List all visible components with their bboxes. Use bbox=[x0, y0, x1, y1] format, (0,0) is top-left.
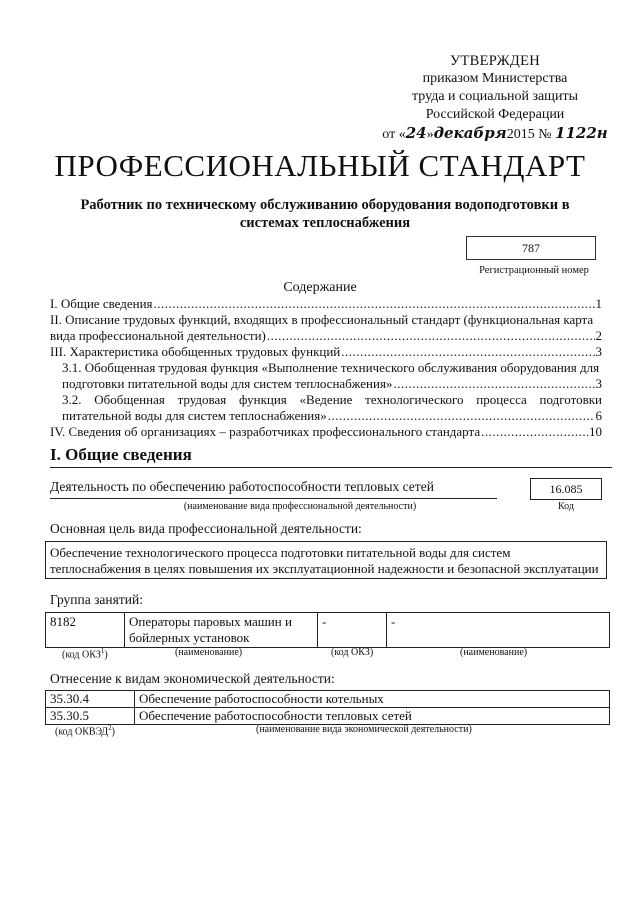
toc-item[interactable] bbox=[50, 344, 602, 360]
toc-item-text-cont: подготовки питательной воды для систем теплоснабжения» bbox=[62, 376, 393, 391]
toc-item[interactable] bbox=[50, 392, 602, 424]
toc-item-text: 3.1. Обобщенная трудовая функция «Выполнение технического обслуживания оборудования для bbox=[62, 360, 600, 375]
okz-code-caption-2: (код ОКЗ) bbox=[331, 647, 374, 658]
okz-code-cell: 8182 bbox=[46, 613, 125, 648]
okved-name-cell: Обеспечение работоспособности тепловых сетей bbox=[135, 708, 610, 725]
registration-number-box: 787 bbox=[466, 236, 596, 260]
table-row bbox=[46, 691, 610, 708]
goal-label: Основная цель вида профессиональной деятельности: bbox=[50, 521, 362, 536]
okz-name-caption: (наименование) bbox=[175, 647, 243, 658]
activity-underline bbox=[50, 498, 497, 499]
toc-item-text: III. Характеристика обобщенных трудовых функций bbox=[50, 344, 341, 359]
economic-activity-table bbox=[45, 690, 610, 725]
activity-name: Деятельность по обеспечению работоспособности тепловых сетей bbox=[50, 479, 434, 494]
table-row bbox=[46, 708, 610, 725]
toc-item-page: 3 bbox=[595, 376, 602, 391]
toc-item-page: 2 bbox=[595, 328, 602, 343]
approval-block bbox=[380, 52, 610, 144]
toc-item-text: 3.2. Обобщенная трудовая функция «Ведение технологического процесса подготовки bbox=[62, 392, 602, 407]
approval-title: УТВЕРЖДЕН bbox=[449, 53, 541, 69]
approval-line-labor: труда и социальной защиты bbox=[412, 89, 578, 104]
economic-activity-label: Отнесение к видам экономической деятельности: bbox=[50, 671, 335, 686]
order-number: 1122н bbox=[555, 124, 608, 142]
registration-label: Регистрационный номер bbox=[479, 265, 589, 276]
approval-line-federation: Российской Федерации bbox=[425, 107, 565, 122]
okz-code-cell-2: - bbox=[318, 613, 387, 648]
section-divider bbox=[50, 467, 612, 468]
activity-code-caption: Код bbox=[558, 501, 574, 512]
toc-item-page: 1 bbox=[595, 296, 602, 311]
okz-code-caption: (код ОКЗ$^1$) bbox=[62, 647, 108, 661]
toc-item-page: 6 bbox=[595, 408, 602, 423]
toc-item-text-cont: вида профессиональной деятельности) bbox=[50, 328, 266, 343]
okz-name-caption-2: (наименование) bbox=[460, 647, 528, 658]
activity-caption: (наименование вида профессиональной деятельности) bbox=[183, 501, 417, 512]
okved-code-cell: 35.30.4 bbox=[46, 691, 135, 708]
toc-item-text: II. Описание трудовых функций, входящих в профессиональный стандарт (функциональная карта bbox=[50, 312, 594, 327]
activity-code-box: 16.085 bbox=[530, 478, 602, 500]
toc-item-text: IV. Сведения об организациях – разработчиках профессионального стандарта bbox=[50, 424, 481, 439]
toc-heading: Содержание bbox=[283, 280, 357, 295]
okz-name-cell-2: - bbox=[387, 613, 610, 648]
table-of-contents bbox=[50, 296, 602, 440]
goal-box: Обеспечение технологического процесса подготовки питательной воды для систем теплоснабжения в целях повышения их эксплуатационной надежности и безопасной эксплуатации bbox=[45, 541, 607, 579]
section-heading: I. Общие сведения bbox=[50, 445, 192, 464]
okved-name-cell: Обеспечение работоспособности котельных bbox=[135, 691, 610, 708]
toc-item[interactable] bbox=[50, 424, 602, 440]
toc-item-page: 10 bbox=[589, 424, 602, 439]
document-subtitle: Работник по техническому обслуживанию оборудования водоподготовки в системах теплоснабжения bbox=[80, 197, 570, 231]
toc-item[interactable] bbox=[50, 296, 602, 312]
okved-name-caption: (наименование вида экономической деятельности) bbox=[256, 724, 472, 735]
toc-item[interactable] bbox=[50, 360, 602, 392]
approval-line-ministry: приказом Министерства bbox=[422, 71, 568, 86]
date-month: декабря bbox=[433, 124, 507, 142]
approval-date-line bbox=[380, 124, 610, 144]
occupation-group-label: Группа занятий: bbox=[50, 592, 143, 607]
toc-item[interactable] bbox=[50, 312, 602, 344]
date-day: 24 bbox=[405, 124, 427, 142]
date-prefix: от « bbox=[382, 127, 406, 142]
document-title: ПРОФЕССИОНАЛЬНЫЙ СТАНДАРТ bbox=[54, 148, 586, 183]
okved-code-caption: (код ОКВЭД$^2$) bbox=[55, 724, 115, 738]
date-year: 2015 № bbox=[506, 127, 552, 142]
date-mid: » bbox=[426, 127, 434, 142]
table-row bbox=[46, 613, 610, 648]
toc-item-text-cont: питательной воды для систем теплоснабжения» bbox=[62, 408, 327, 423]
toc-item-page: 3 bbox=[595, 344, 602, 359]
occupation-group-table bbox=[45, 612, 610, 648]
okved-code-cell: 35.30.5 bbox=[46, 708, 135, 725]
okz-name-cell: Операторы паровых машин и бойлерных установок bbox=[125, 613, 318, 648]
toc-item-text: I. Общие сведения bbox=[50, 296, 153, 311]
